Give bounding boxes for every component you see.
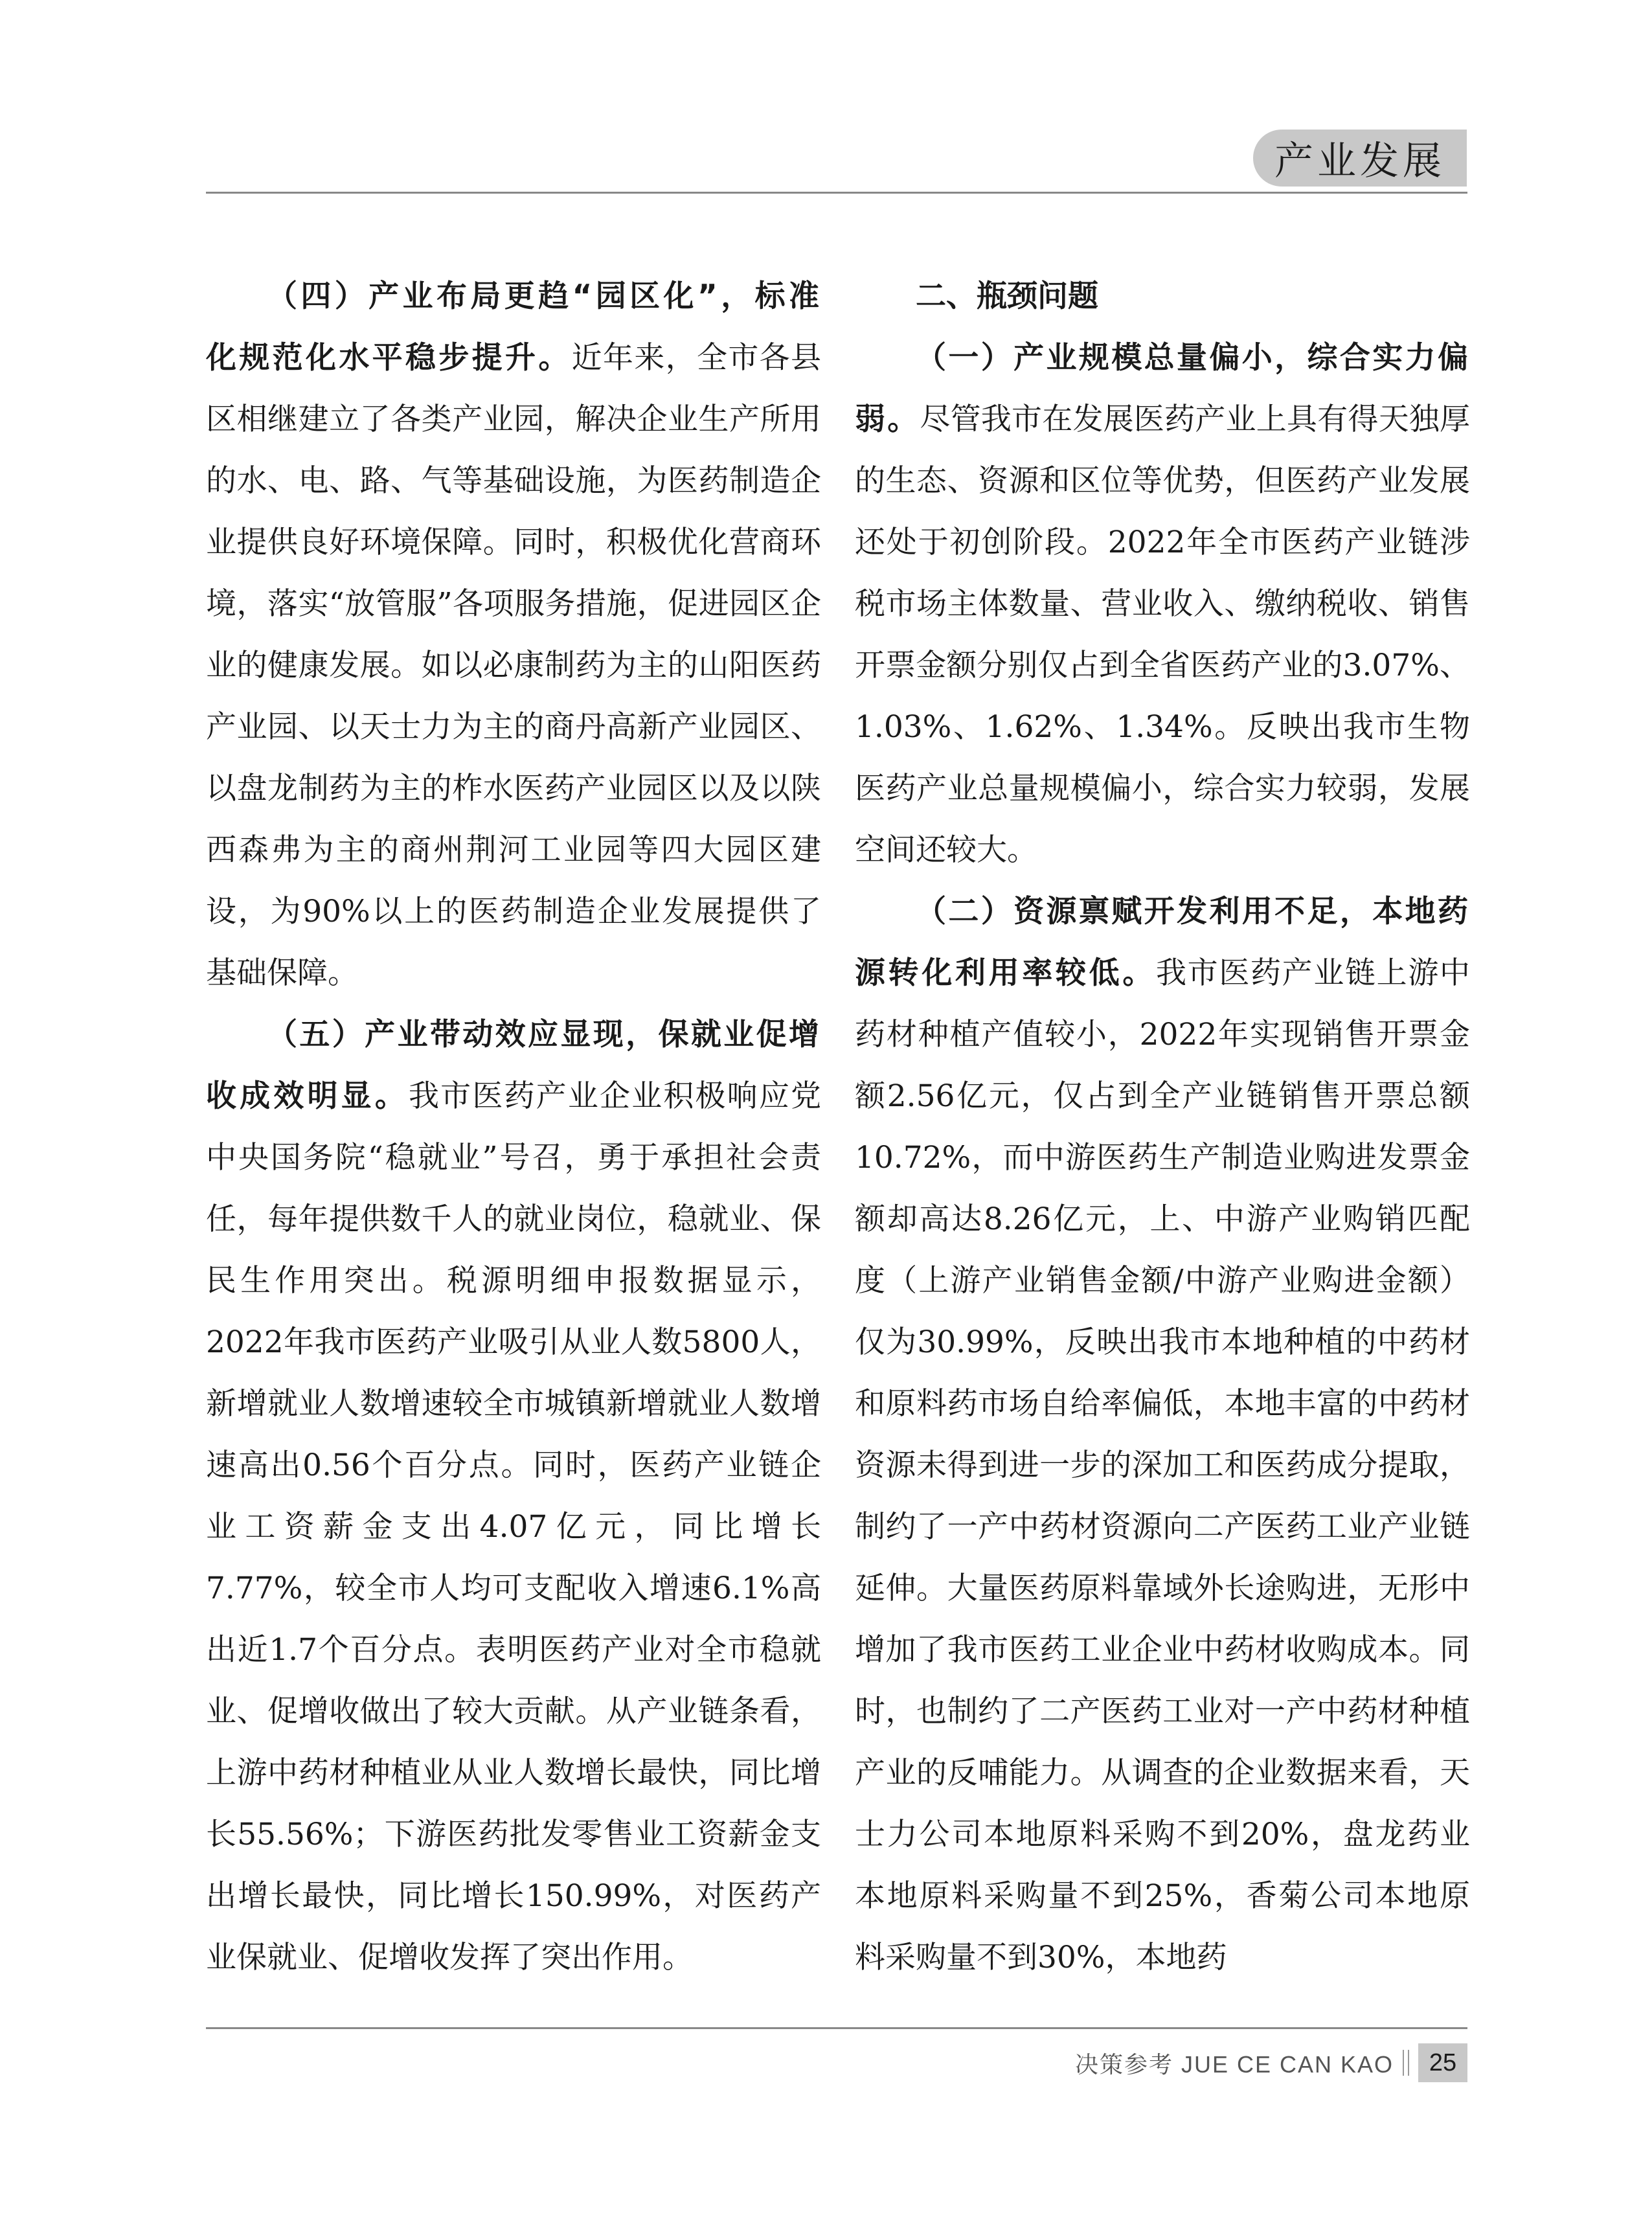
page-number: 25: [1418, 2043, 1467, 2082]
footer-rule: [206, 2027, 1467, 2029]
paragraph-text: 我市医药产业链上游中药材种植产值较小，2022年实现销售开票金额2.56亿元，仅占到全产业链销售开票总额10.72%，而中游医药生产制造业购进发票金额却高达8.26亿元，上、中游产业购销匹配度（上游产业销售金额/中游产业购进金额）仅为30.99%，反映出我市本地种植的中药材和原料药市场自给率偏低，本地丰富的中药材资源未得到进一步的深加工和医药成分提取，制约了一产中药材资源向二产医药工业产业链延伸。大量医药原料靠域外长途购进，无形中增加了我市医药工业企业中药材收购成本。同时，也制约了二产医药工业对一产中药材种植产业的反哺能力。从调查的企业数据来看，天士力公司本地原料采购不到20%，盘龙药业本地原料采购量不到25%，香菊公司本地原料采购量不到30%，本地药: [855, 955, 1470, 1975]
paragraph-text: 尽管我市在发展医药产业上具有得天独厚的生态、资源和区位等优势，但医药产业发展还处于初创阶段。2022年全市医药产业链涉税市场主体数量、营业收入、缴纳税收、销售开票金额分别仅占到全省医药产业的3.07%、1.03%、1.62%、1.34%。反映出我市生物医药产业总量规模偏小，综合实力较弱，发展空间还较大。: [855, 402, 1470, 868]
paragraph-text: 我市医药产业企业积极响应党中央国务院“稳就业”号召，勇于承担社会责任，每年提供数千人的就业岗位，稳就业、保民生作用突出。税源明细申报数据显示，2022年我市医药产业吸引从业人数5800人，新增就业人数增速较全市城镇新增就业人数增速高出0.56个百分点。同时，医药产业链企业工资薪金支出4.07亿元，同比增长7.77%，较全市人均可支配收入增速6.1%高出近1.7个百分点。表明医药产业对全市稳就业、促增收做出了较大贡献。从产业链条看，上游中药材种植业从业人数增长最快，同比增长55.56%；下游医药批发零售业工资薪金支出增长最快，同比增长150.99%，对医药产业保就业、促增收发挥了突出作用。: [206, 1078, 821, 1975]
paragraph: [855, 327, 1470, 881]
paragraph-lead: （四）产业布局更趋“园区化”，标准化规范化水平稳步提升。: [206, 278, 821, 376]
right-column: [855, 266, 1470, 1988]
footer-separator: [1403, 2050, 1409, 2076]
journal-name: 决策参考 JUE CE CAN KAO: [1074, 2050, 1394, 2078]
paragraph-lead: （二）资源禀赋开发利用不足，本地药源转化利用率较低。: [855, 894, 1470, 991]
paragraph-text: 近年来，全市各县区相继建立了各类产业园，解决企业生产所用的水、电、路、气等基础设施，为医药制造企业提供良好环境保障。同时，积极优化营商环境，落实“放管服”各项服务措施，促进园区企业的健康发展。如以必康制药为主的山阳医药产业园、以天士力为主的商丹高新产业园区、以盘龙制药为主的柞水医药产业园区以及以陕西森弗为主的商州荆河工业园等四大园区建设，为90%以上的医药制造企业发展提供了基础保障。: [206, 340, 822, 991]
section-title: 产业发展: [1253, 130, 1467, 187]
paragraph-lead: （一）产业规模总量偏小，综合实力偏弱。: [855, 340, 1470, 437]
paragraph: [206, 266, 821, 1004]
section-heading: 二、瓶颈问题: [916, 278, 1098, 314]
paragraph-lead: （五）产业带动效应显现，保就业促增收成效明显。: [206, 1017, 821, 1114]
paragraph: [206, 1004, 821, 1988]
page-footer: [1062, 2040, 1467, 2085]
paragraph: [855, 881, 1470, 1988]
header-rule: [206, 192, 1467, 194]
left-column: [206, 266, 821, 1988]
